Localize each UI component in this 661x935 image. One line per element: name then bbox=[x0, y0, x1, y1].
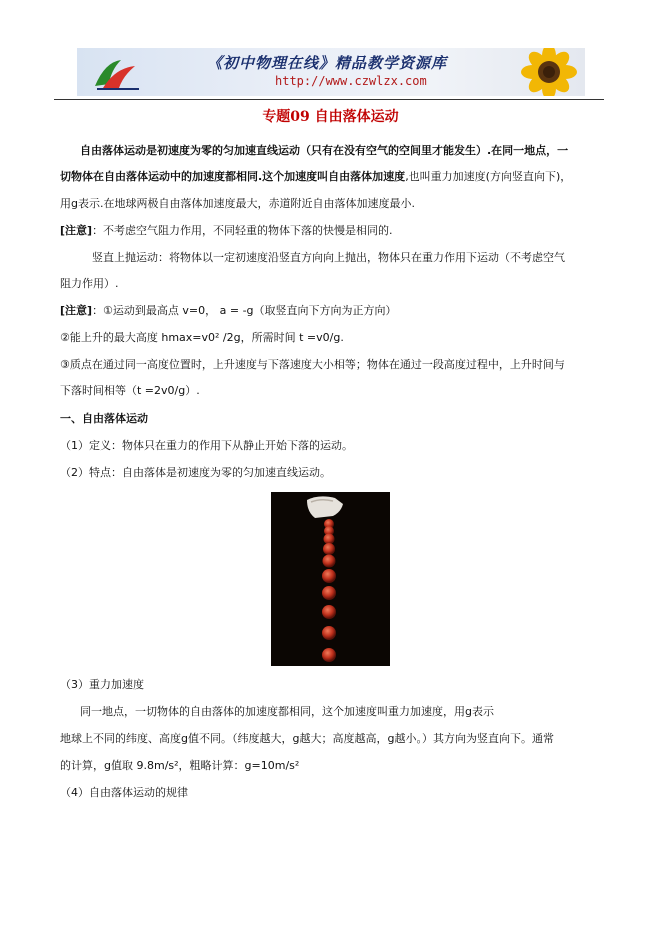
note2-label: [注意] bbox=[60, 304, 93, 317]
note2-item3-line1: ③质点在通过同一高度位置时，上升速度与下落速度大小相等；物体在通过一段高度过程中，上升时间与 bbox=[60, 358, 565, 371]
gravity-line2: 地球上不同的纬度、高度g值不同。（纬度越大，g越大；高度越高，g越小。）其方向为竖直向下。通常 bbox=[60, 732, 554, 745]
para1-line2-rest: ,也叫重力加速度(方向竖直向下)， bbox=[405, 170, 572, 183]
sunflower-icon bbox=[509, 48, 579, 96]
header-rule bbox=[54, 99, 604, 100]
note1 bbox=[60, 223, 393, 239]
para1-line2 bbox=[60, 169, 571, 185]
banner-title: 《初中物理在线》精品教学资源库 bbox=[207, 54, 448, 72]
feature-line: （2）特点：自由落体是初速度为零的匀加速直线运动。 bbox=[60, 466, 331, 479]
gravity-heading: （3）重力加速度 bbox=[60, 678, 144, 691]
banner-url[interactable]: http://www.czwlzx.com bbox=[275, 74, 427, 88]
law-heading: （4）自由落体运动的规律 bbox=[60, 786, 188, 799]
section1-heading: 一、自由落体运动 bbox=[60, 412, 148, 425]
vertical-line2: 阻力作用）. bbox=[60, 277, 119, 290]
falling-ball-illustration bbox=[271, 492, 390, 666]
para1-line3: 用g表示.在地球两极自由落体加速度最大，赤道附近自由落体加速度最小. bbox=[60, 197, 415, 210]
para1-line2-bold: 切物体在自由落体运动中的加速度都相同.这个加速度叫自由落体加速度 bbox=[60, 170, 406, 183]
vertical-line1: 竖直上抛运动：将物体以一定初速度沿竖直方向向上抛出，物体只在重力作用下运动（不考虑空气 bbox=[92, 251, 565, 264]
gravity-line1: 同一地点，一切物体的自由落体的加速度都相同，这个加速度叫重力加速度，用g表示 bbox=[80, 705, 494, 718]
page-title: 专题09 自由落体运动 bbox=[262, 109, 399, 125]
note2-item1-text: ：①运动到最高点 v=0， a = -g（取竖直向下方向为正方向） bbox=[92, 304, 397, 317]
note1-label: [注意] bbox=[60, 224, 93, 237]
logo-icon bbox=[91, 54, 143, 92]
note2-item1 bbox=[60, 303, 397, 319]
falling-ball-photo bbox=[271, 492, 390, 666]
note2-item2: ②能上升的最大高度 hmax=v0² /2g，所需时间 t =v0/g. bbox=[60, 331, 344, 344]
note1-text: ：不考虑空气阻力作用，不同轻重的物体下落的快慢是相同的. bbox=[92, 224, 393, 237]
para1-line1: 自由落体运动是初速度为零的匀加速直线运动（只有在没有空气的空间里才能发生）.在同一地点，一 bbox=[80, 144, 569, 157]
gravity-line3: 的计算，g值取 9.8m/s²，粗略计算：g=10m/s² bbox=[60, 759, 300, 772]
note2-item3-line2: 下落时间相等（t =2v0/g）. bbox=[60, 384, 200, 397]
definition-line: （1）定义：物体只在重力的作用下从静止开始下落的运动。 bbox=[60, 439, 353, 452]
header-banner bbox=[77, 48, 585, 96]
